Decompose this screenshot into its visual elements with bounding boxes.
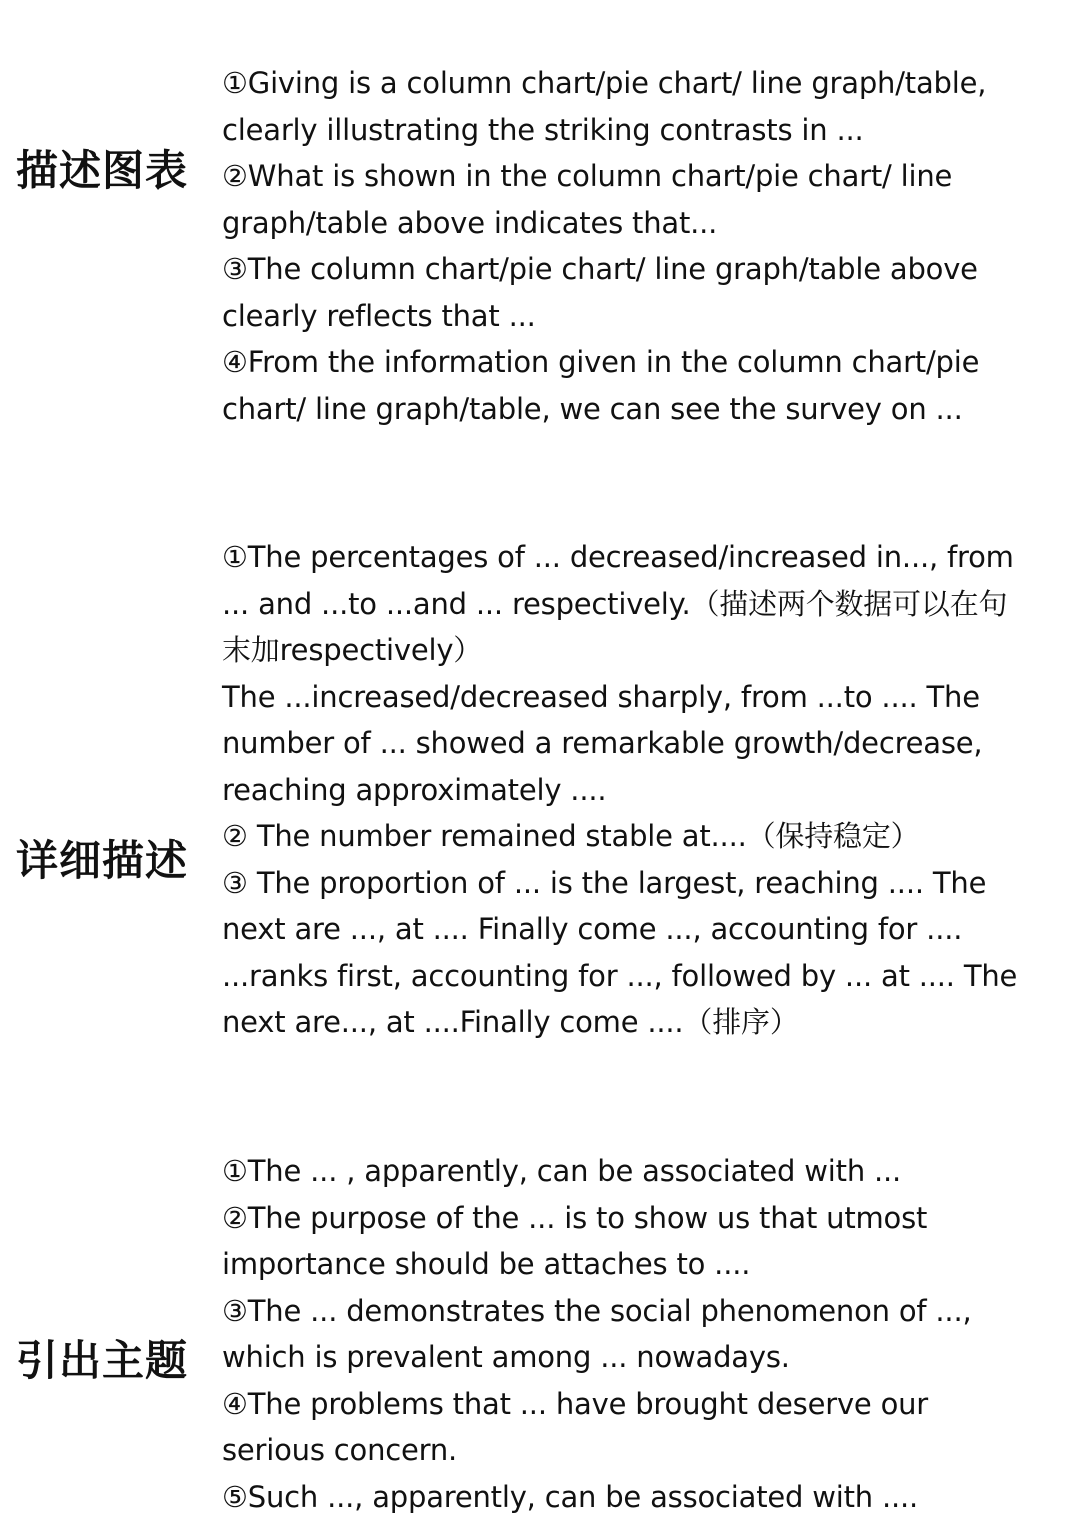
- phrase-line: clearly reflects that ...: [222, 298, 536, 333]
- section-title: 描述图表: [16, 146, 189, 195]
- phrase-line: graph/table above indicates that...: [222, 205, 718, 240]
- phrase-line: number of ... showed a remarkable growth/decrease,: [222, 726, 983, 760]
- section-title: 引出主题: [16, 1336, 189, 1385]
- phrase-line: ①The ... , apparently, can be associated with ...: [222, 1154, 902, 1188]
- phrase-line: which is prevalent among ... nowadays.: [222, 1340, 790, 1374]
- phrase-list: [222, 534, 1072, 1046]
- phrase-line: ...ranks first, accounting for ..., followed by ... at .... The: [222, 958, 1018, 993]
- phrase-line: ③The column chart/pie chart/ line graph/table above: [222, 252, 978, 286]
- phrase-line: ③ The proportion of ... is the largest, reaching .... The: [222, 865, 987, 900]
- phrase-line: ② The number remained stable at....（保持稳定）: [222, 819, 920, 853]
- phrase-list: [222, 1148, 1072, 1520]
- phrase-line: ... and ...to ...and ... respectively.（描述两个数据可以在句: [222, 586, 1008, 621]
- phrase-line: ⑤Such ..., apparently, can be associated with ....: [222, 1479, 919, 1514]
- phrase-line: ①The percentages of ... decreased/increased in..., from: [222, 540, 1014, 574]
- section-title: 详细描述: [16, 836, 189, 885]
- phrase-line: ①Giving is a column chart/pie chart/ line graph/table,: [222, 66, 987, 100]
- phrase-line: ②What is shown in the column chart/pie chart/ line: [222, 159, 953, 193]
- phrase-line: ③The ... demonstrates the social phenomenon of ...,: [222, 1293, 972, 1328]
- phrase-line: ④The problems that ... have brought deserve our: [222, 1386, 929, 1421]
- phrase-line: serious concern.: [222, 1433, 458, 1467]
- phrase-line: chart/ line graph/table, we can see the survey on ...: [222, 391, 963, 426]
- phrase-line: reaching approximately ....: [222, 772, 607, 807]
- phrase-line: next are ..., at .... Finally come ..., accounting for ....: [222, 912, 963, 946]
- phrase-line: ②The purpose of the ... is to show us that utmost: [222, 1200, 928, 1235]
- phrase-line: 末加respectively）: [222, 633, 483, 667]
- phrase-line: importance should be attaches to ....: [222, 1247, 751, 1281]
- phrase-line: clearly illustrating the striking contrasts in ...: [222, 112, 864, 147]
- phrase-line: next are..., at ....Finally come ....（排序）: [222, 1005, 799, 1039]
- phrase-line: ④From the information given in the column chart/pie: [222, 345, 980, 379]
- phrase-line: The ...increased/decreased sharply, from ...to .... The: [222, 679, 980, 714]
- phrase-list: [222, 60, 1072, 432]
